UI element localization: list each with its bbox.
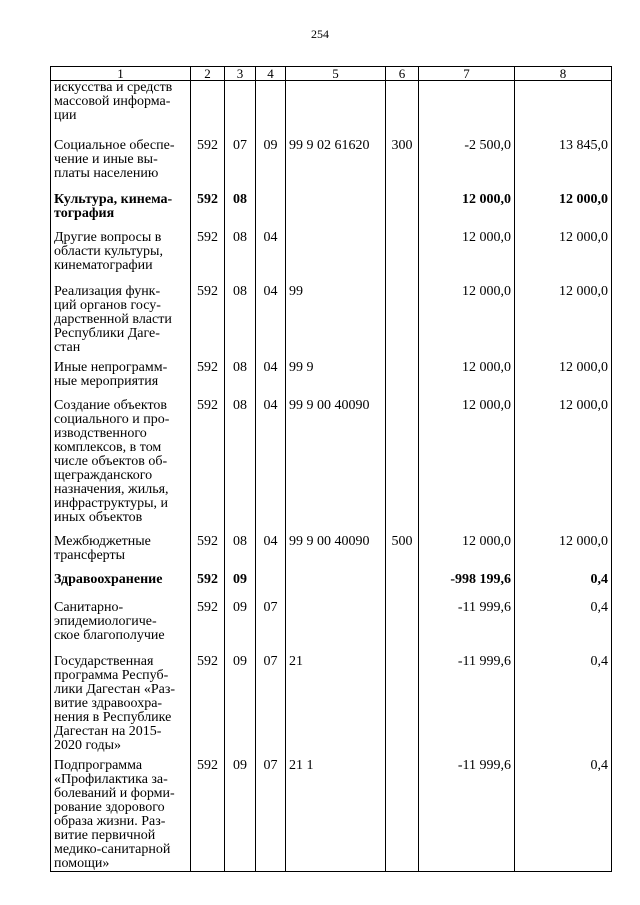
section-cell: 08 xyxy=(225,279,256,355)
column-header: 6 xyxy=(386,67,419,81)
grbs-cell: 592 xyxy=(191,649,225,753)
table-row xyxy=(51,393,612,529)
expense-type-cell xyxy=(386,225,419,279)
amount-total-cell: 13 845,0 xyxy=(515,133,612,187)
amount-total-cell: 12 000,0 xyxy=(515,529,612,567)
grbs-cell: 592 xyxy=(191,595,225,649)
section-cell: 08 xyxy=(225,225,256,279)
expense-type-cell xyxy=(386,355,419,393)
row-name-cell: Санитарно- эпидемиологиче- ское благополучие xyxy=(51,595,191,649)
table-row xyxy=(51,649,612,753)
column-header: 2 xyxy=(191,67,225,81)
column-header: 3 xyxy=(225,67,256,81)
expense-type-cell xyxy=(386,393,419,529)
amount-total-cell: 0,4 xyxy=(515,567,612,595)
target-article-cell xyxy=(286,81,386,133)
target-article-cell xyxy=(286,595,386,649)
amount-total-cell: 0,4 xyxy=(515,595,612,649)
row-name-cell: Другие вопросы в области культуры, кинематографии xyxy=(51,225,191,279)
target-article-cell: 99 9 00 40090 xyxy=(286,393,386,529)
grbs-cell: 592 xyxy=(191,187,225,225)
grbs-cell: 592 xyxy=(191,133,225,187)
target-article-cell xyxy=(286,187,386,225)
amount-total-cell: 0,4 xyxy=(515,649,612,753)
expense-type-cell xyxy=(386,567,419,595)
row-name-cell: искусства и средств массовой информа- ции xyxy=(51,81,191,133)
section-cell: 09 xyxy=(225,595,256,649)
section-cell: 08 xyxy=(225,529,256,567)
target-article-cell: 99 xyxy=(286,279,386,355)
table-row xyxy=(51,567,612,595)
column-header: 8 xyxy=(515,67,612,81)
row-name-cell: Реализация функ- ций органов госу- дарственной власти Республики Даге- стан xyxy=(51,279,191,355)
target-article-cell xyxy=(286,225,386,279)
amount-change-cell: -11 999,6 xyxy=(419,753,515,872)
amount-change-cell: -998 199,6 xyxy=(419,567,515,595)
page-number: 254 xyxy=(311,27,329,41)
amount-change-cell: 12 000,0 xyxy=(419,187,515,225)
grbs-cell: 592 xyxy=(191,355,225,393)
budget-table xyxy=(50,66,612,872)
section-cell xyxy=(225,81,256,133)
target-article-cell: 99 9 00 40090 xyxy=(286,529,386,567)
subsection-cell: 04 xyxy=(256,393,286,529)
amount-change-cell: 12 000,0 xyxy=(419,529,515,567)
row-name-cell: Социальное обеспе- чение и иные вы- платы населению xyxy=(51,133,191,187)
subsection-cell: 04 xyxy=(256,355,286,393)
table-row xyxy=(51,225,612,279)
table-row xyxy=(51,355,612,393)
subsection-cell: 04 xyxy=(256,225,286,279)
section-cell: 08 xyxy=(225,187,256,225)
amount-change-cell: 12 000,0 xyxy=(419,355,515,393)
expense-type-cell xyxy=(386,187,419,225)
amount-total-cell: 12 000,0 xyxy=(515,187,612,225)
amount-total-cell: 12 000,0 xyxy=(515,355,612,393)
subsection-cell: 04 xyxy=(256,279,286,355)
column-header: 7 xyxy=(419,67,515,81)
table-row xyxy=(51,187,612,225)
amount-change-cell: 12 000,0 xyxy=(419,225,515,279)
row-name-cell: Культура, кинема- тография xyxy=(51,187,191,225)
amount-change-cell: -2 500,0 xyxy=(419,133,515,187)
table-row xyxy=(51,753,612,872)
amount-total-cell: 0,4 xyxy=(515,753,612,872)
section-cell: 09 xyxy=(225,753,256,872)
target-article-cell: 99 9 02 61620 xyxy=(286,133,386,187)
expense-type-cell: 300 xyxy=(386,133,419,187)
subsection-cell xyxy=(256,567,286,595)
amount-change-cell: 12 000,0 xyxy=(419,393,515,529)
row-name-cell: Подпрограмма «Профилактика за- болеваний и форми- рование здорового образа жизни. Раз- витие первичной медико-санитарной помощи» xyxy=(51,753,191,872)
column-header: 5 xyxy=(286,67,386,81)
amount-total-cell: 12 000,0 xyxy=(515,279,612,355)
subsection-cell xyxy=(256,187,286,225)
grbs-cell xyxy=(191,81,225,133)
expense-type-cell: 500 xyxy=(386,529,419,567)
header-row xyxy=(51,67,612,81)
subsection-cell: 07 xyxy=(256,649,286,753)
grbs-cell: 592 xyxy=(191,279,225,355)
expense-type-cell xyxy=(386,279,419,355)
grbs-cell: 592 xyxy=(191,753,225,872)
subsection-cell: 07 xyxy=(256,753,286,872)
target-article-cell: 21 1 xyxy=(286,753,386,872)
column-header: 4 xyxy=(256,67,286,81)
amount-change-cell: 12 000,0 xyxy=(419,279,515,355)
section-cell: 08 xyxy=(225,393,256,529)
grbs-cell: 592 xyxy=(191,225,225,279)
expense-type-cell xyxy=(386,649,419,753)
subsection-cell: 09 xyxy=(256,133,286,187)
subsection-cell: 07 xyxy=(256,595,286,649)
amount-total-cell: 12 000,0 xyxy=(515,393,612,529)
section-cell: 09 xyxy=(225,649,256,753)
table-row xyxy=(51,279,612,355)
grbs-cell: 592 xyxy=(191,393,225,529)
row-name-cell: Создание объектов социального и про- изводственного комплексов, в том числе объектов об- щегражданского назначения, жилья, инфраструктуры, и иных объектов xyxy=(51,393,191,529)
grbs-cell: 592 xyxy=(191,529,225,567)
table-row xyxy=(51,133,612,187)
target-article-cell: 21 xyxy=(286,649,386,753)
table-row xyxy=(51,529,612,567)
column-header: 1 xyxy=(51,67,191,81)
expense-type-cell xyxy=(386,595,419,649)
row-name-cell: Государственная программа Респуб- лики Дагестан «Раз- витие здравоохра- нения в Республике Дагестан на 2015- 2020 годы» xyxy=(51,649,191,753)
expense-type-cell xyxy=(386,81,419,133)
subsection-cell xyxy=(256,81,286,133)
row-name-cell: Иные непрограмм- ные мероприятия xyxy=(51,355,191,393)
amount-change-cell: -11 999,6 xyxy=(419,649,515,753)
amount-change-cell xyxy=(419,81,515,133)
section-cell: 08 xyxy=(225,355,256,393)
amount-total-cell: 12 000,0 xyxy=(515,225,612,279)
row-name-cell: Межбюджетные трансферты xyxy=(51,529,191,567)
table-row xyxy=(51,81,612,133)
grbs-cell: 592 xyxy=(191,567,225,595)
table-row xyxy=(51,595,612,649)
row-name-cell: Здравоохранение xyxy=(51,567,191,595)
amount-total-cell xyxy=(515,81,612,133)
section-cell: 07 xyxy=(225,133,256,187)
target-article-cell xyxy=(286,567,386,595)
amount-change-cell: -11 999,6 xyxy=(419,595,515,649)
target-article-cell: 99 9 xyxy=(286,355,386,393)
section-cell: 09 xyxy=(225,567,256,595)
expense-type-cell xyxy=(386,753,419,872)
subsection-cell: 04 xyxy=(256,529,286,567)
